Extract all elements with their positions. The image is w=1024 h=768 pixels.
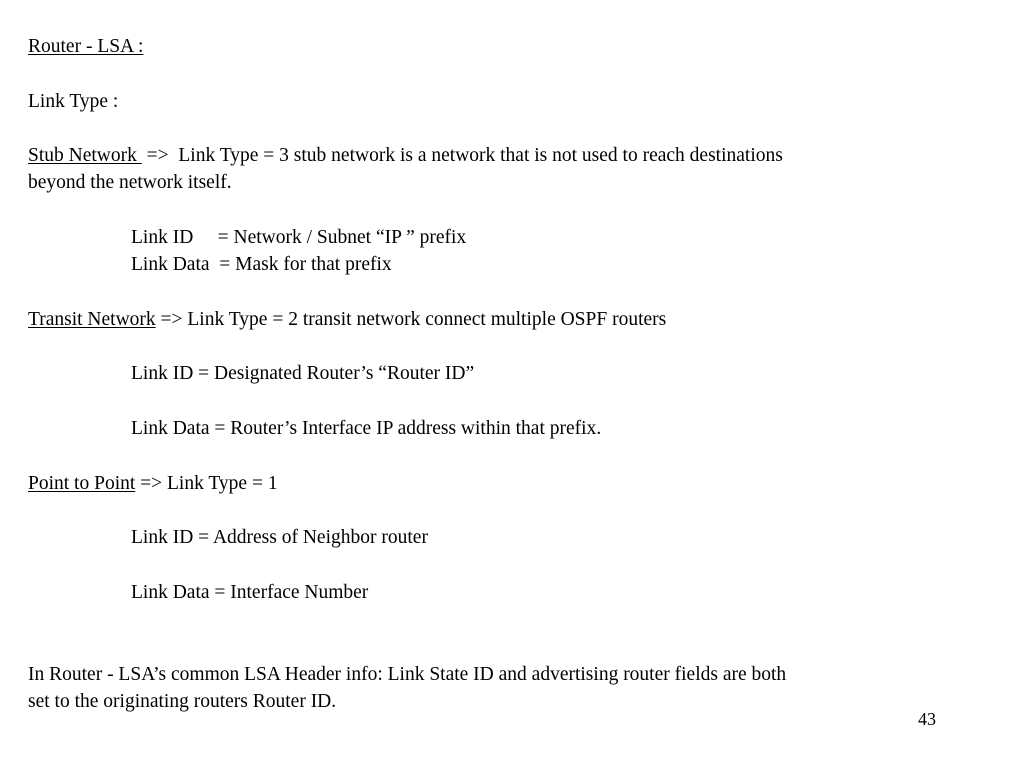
point-to-point-line [28, 473, 278, 495]
transit-network-desc: => Link Type = 2 transit network connect multiple OSPF routers [155, 309, 667, 330]
footer-note-line2: set to the originating routers Router ID. [28, 691, 337, 712]
link-type-label: Link Type : [28, 91, 119, 112]
transit-network-line [28, 309, 666, 331]
slide-heading: Router - LSA : [28, 36, 144, 57]
footer-note-line1: In Router - LSA’s common LSA Header info: Link State ID and advertising router fields are both [28, 664, 787, 685]
point-to-point-title: Point to Point [28, 473, 136, 494]
stub-network-desc: => Link Type = 3 stub network is a network that is not used to reach destinations [141, 145, 783, 166]
stub-network-line [28, 145, 783, 167]
transit-link-data: Link Data = Router’s Interface IP address within that prefix. [131, 418, 602, 439]
stub-network-desc-cont: beyond the network itself. [28, 172, 232, 193]
transit-link-id: Link ID = Designated Router’s “Router ID” [131, 363, 475, 384]
point-to-point-desc: => Link Type = 1 [135, 473, 278, 494]
page-number: 43 [918, 709, 936, 729]
stub-network-title: Stub Network [28, 145, 142, 166]
p2p-link-id: Link ID = Address of Neighbor router [131, 527, 428, 548]
stub-link-id: Link ID = Network / Subnet “IP ” prefix [131, 227, 467, 248]
transit-network-title: Transit Network [28, 309, 156, 330]
p2p-link-data: Link Data = Interface Number [131, 582, 369, 603]
stub-link-data: Link Data = Mask for that prefix [131, 254, 392, 275]
